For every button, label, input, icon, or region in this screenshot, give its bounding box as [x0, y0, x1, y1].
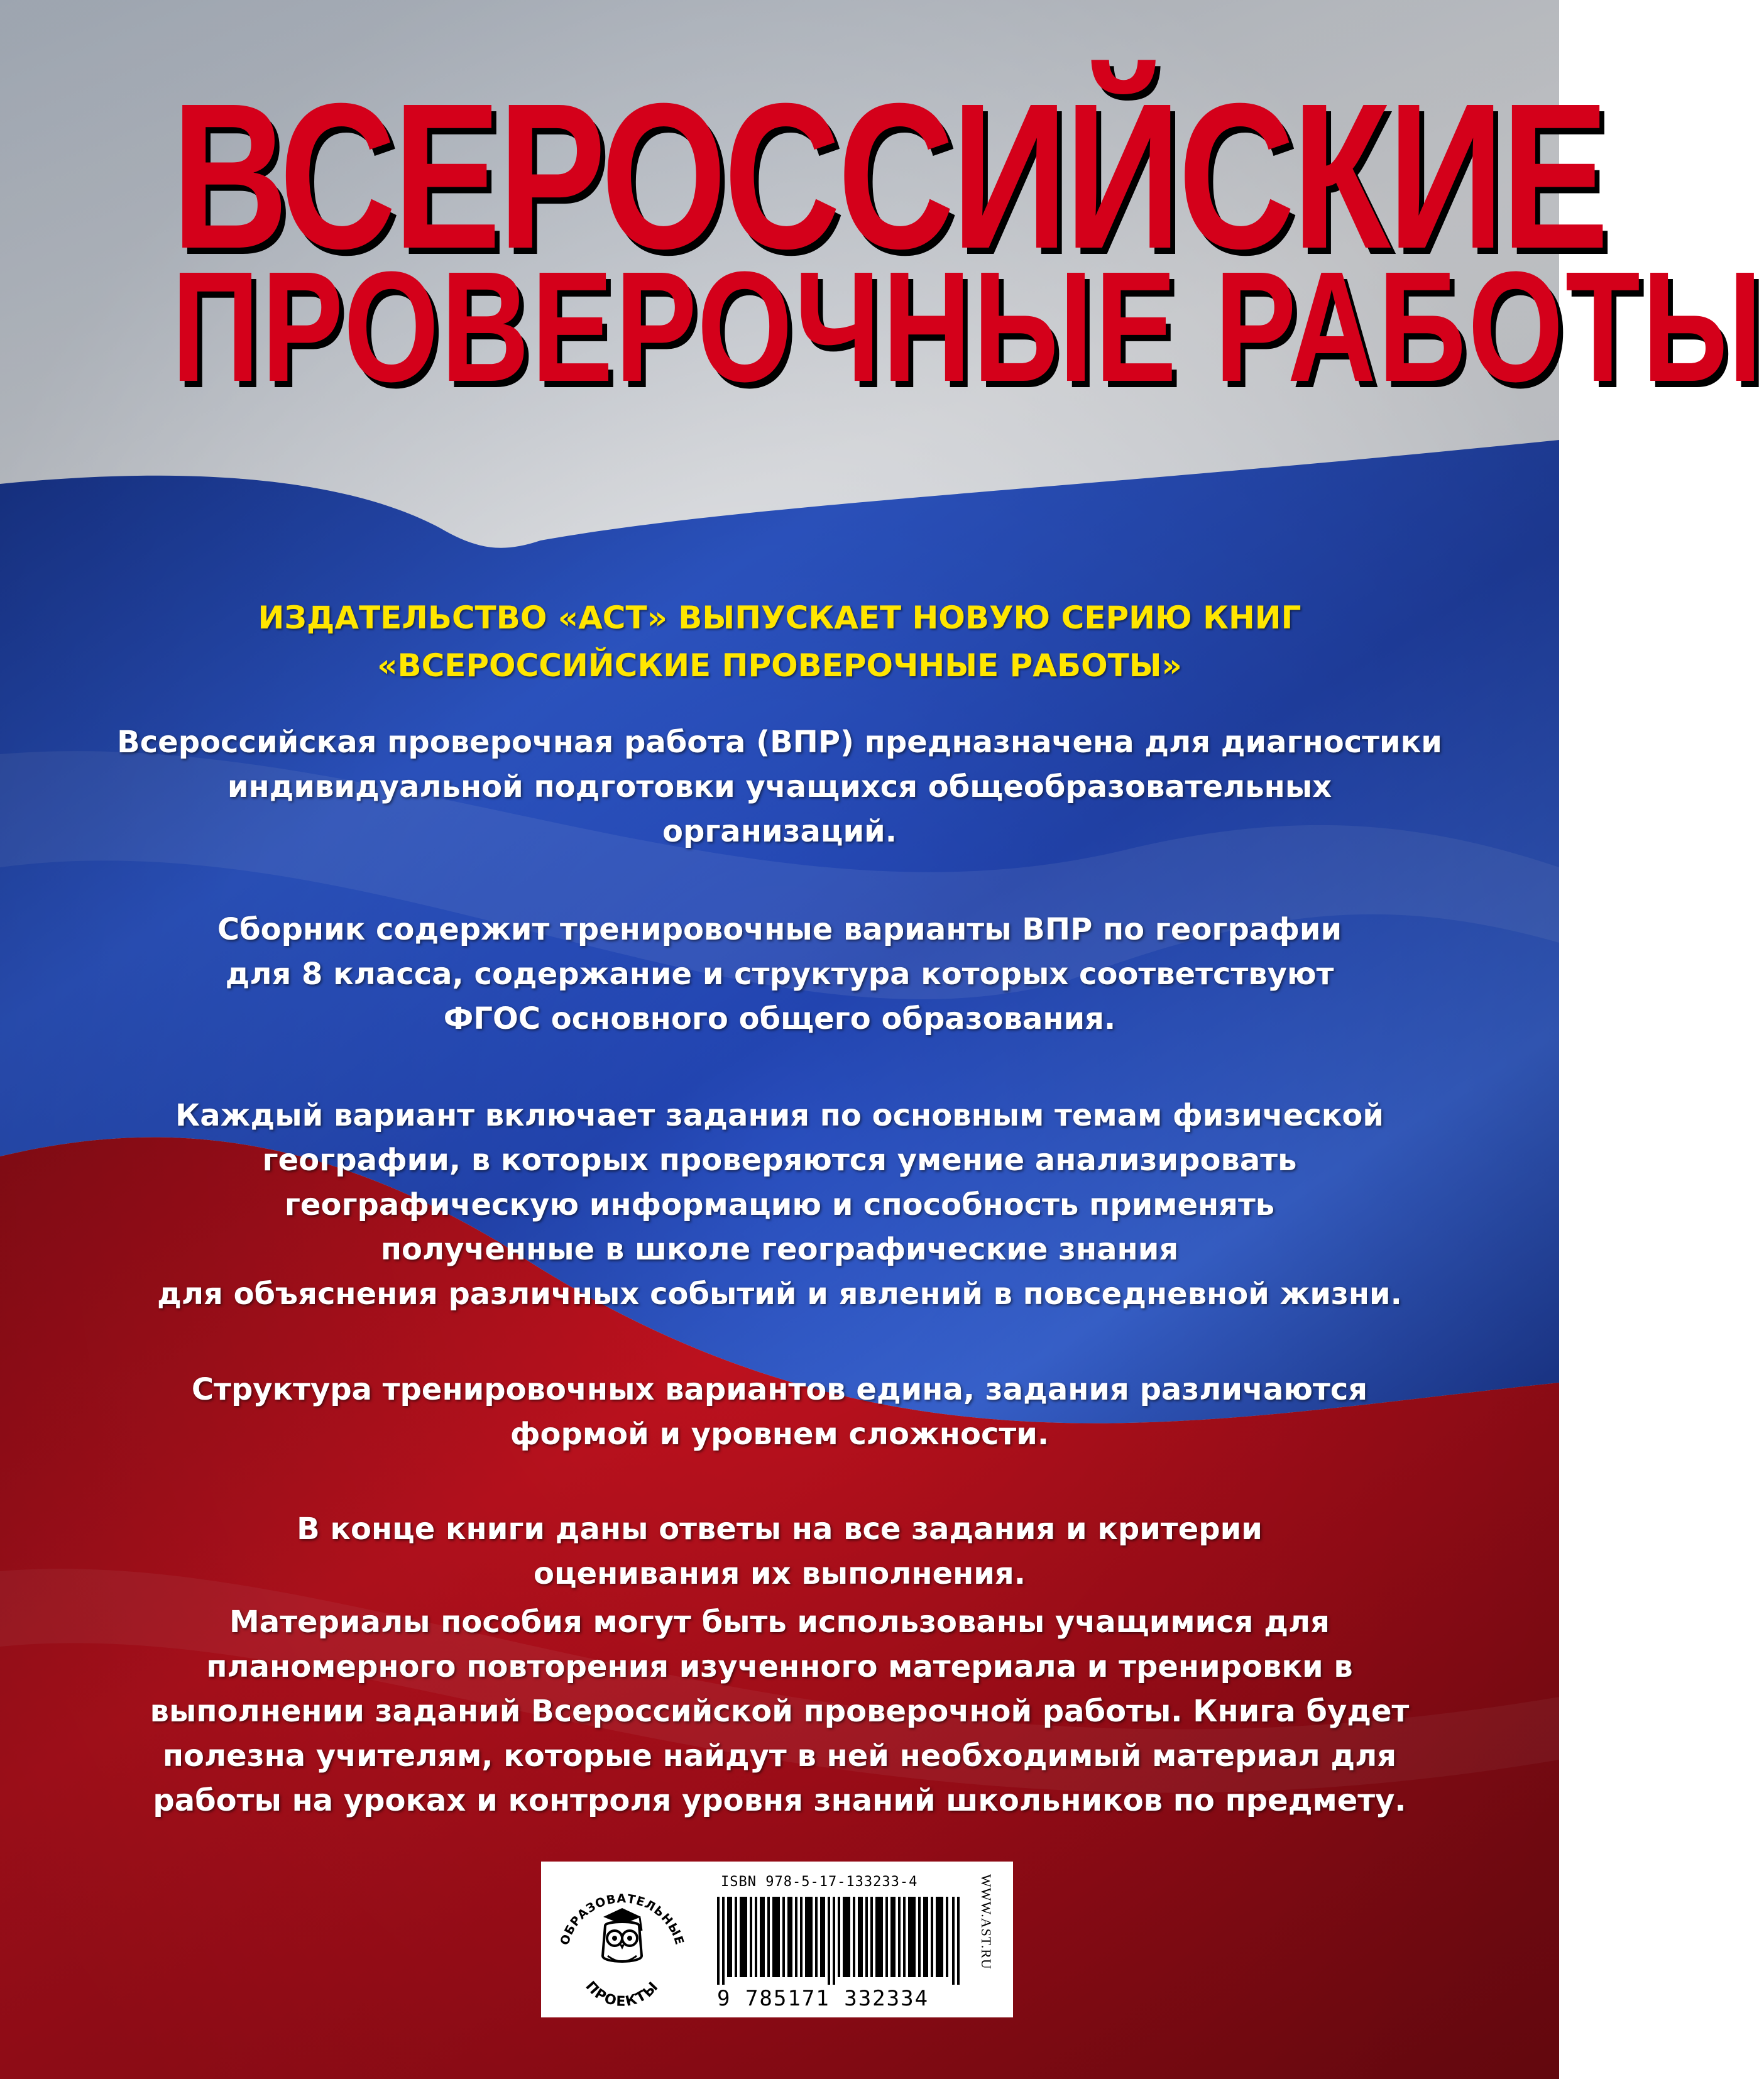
- paragraph-line: работы на уроках и контроля уровня знаний школьников по предмету.: [153, 1783, 1406, 1818]
- paragraph-purpose: [0, 720, 1559, 854]
- paragraph-variants: [0, 1094, 1559, 1317]
- paragraph-line: Сборник содержит тренировочные варианты ВПР по географии: [217, 912, 1342, 947]
- paragraph-line: Всероссийская проверочная работа (ВПР) предназначена для диагностики: [117, 725, 1442, 760]
- paragraph-line: планомерного повторения изученного материала и тренировки в: [206, 1649, 1353, 1684]
- barcode-panel: [541, 1862, 1013, 2017]
- paragraph-line: оценивания их выполнения.: [534, 1556, 1026, 1591]
- title-line-2: ПРОВЕРОЧНЫЕ РАБОТЫ: [171, 239, 1764, 414]
- logo-bottom-text: ПРОЕКТЫ: [582, 1978, 662, 2010]
- paragraph-line: В конце книги даны ответы на все задания и критерии: [297, 1511, 1263, 1547]
- paragraph-contents: [0, 908, 1559, 1041]
- series-announcement: [0, 594, 1559, 689]
- paragraph-line: индивидуальной подготовки учащихся общеобразовательных: [227, 769, 1332, 804]
- paragraph-line: для объяснения различных событий и явлений в повседневной жизни.: [157, 1276, 1402, 1312]
- paragraph-line: ФГОС основного общего образования.: [443, 1001, 1116, 1036]
- svg-text:ПРОЕКТЫ: [583, 1978, 662, 2010]
- paragraph-line: для 8 класса, содержание и структура которых соответствуют: [225, 957, 1334, 992]
- paragraph-answers: [0, 1507, 1559, 1596]
- paragraph-structure: [0, 1368, 1559, 1457]
- paragraph-line: формой и уровнем сложности.: [510, 1417, 1049, 1452]
- publisher-website: WWW.AST.RU: [978, 1874, 994, 1970]
- isbn-number: ISBN 978-5-17-133233-4: [721, 1874, 918, 1890]
- series-logo: [550, 1868, 694, 2011]
- paragraph-line: полученные в школе географические знания: [380, 1232, 1179, 1267]
- title-line-1: ВСЕРОССИЙСКИЕ: [171, 60, 1606, 292]
- paragraph-line: выполнении заданий Всероссийской проверочной работы. Книга будет: [150, 1694, 1410, 1729]
- paragraph-line: организаций.: [662, 814, 897, 849]
- logo-top-text: ОБРАЗОВАТЕЛЬНЫЕ: [557, 1892, 687, 1947]
- paragraph-line: географическую информацию и способность применять: [284, 1187, 1275, 1222]
- owl-icon: [603, 1908, 642, 1961]
- series-line-2: «ВСЕРОССИЙСКИЕ ПРОВЕРОЧНЫЕ РАБОТЫ»: [377, 647, 1182, 684]
- paragraph-line: Каждый вариант включает задания по основным темам физической: [175, 1098, 1384, 1133]
- ean-number: 9 785171 332334: [717, 1986, 929, 2011]
- paragraph-line: полезна учителям, которые найдут в ней необходимый материал для: [162, 1738, 1397, 1774]
- paragraph-line: географии, в которых проверяются умение анализировать: [262, 1143, 1297, 1178]
- series-line-1: ИЗДАТЕЛЬСТВО «АСТ» ВЫПУСКАЕТ НОВУЮ СЕРИЮ КНИГ: [258, 600, 1301, 636]
- paragraph-line: Структура тренировочных вариантов едина, задания различаются: [191, 1372, 1368, 1407]
- paragraph-materials: [0, 1600, 1559, 1823]
- paragraph-line: Материалы пособия могут быть использованы учащимися для: [229, 1605, 1330, 1640]
- barcode-bars: [717, 1897, 960, 1985]
